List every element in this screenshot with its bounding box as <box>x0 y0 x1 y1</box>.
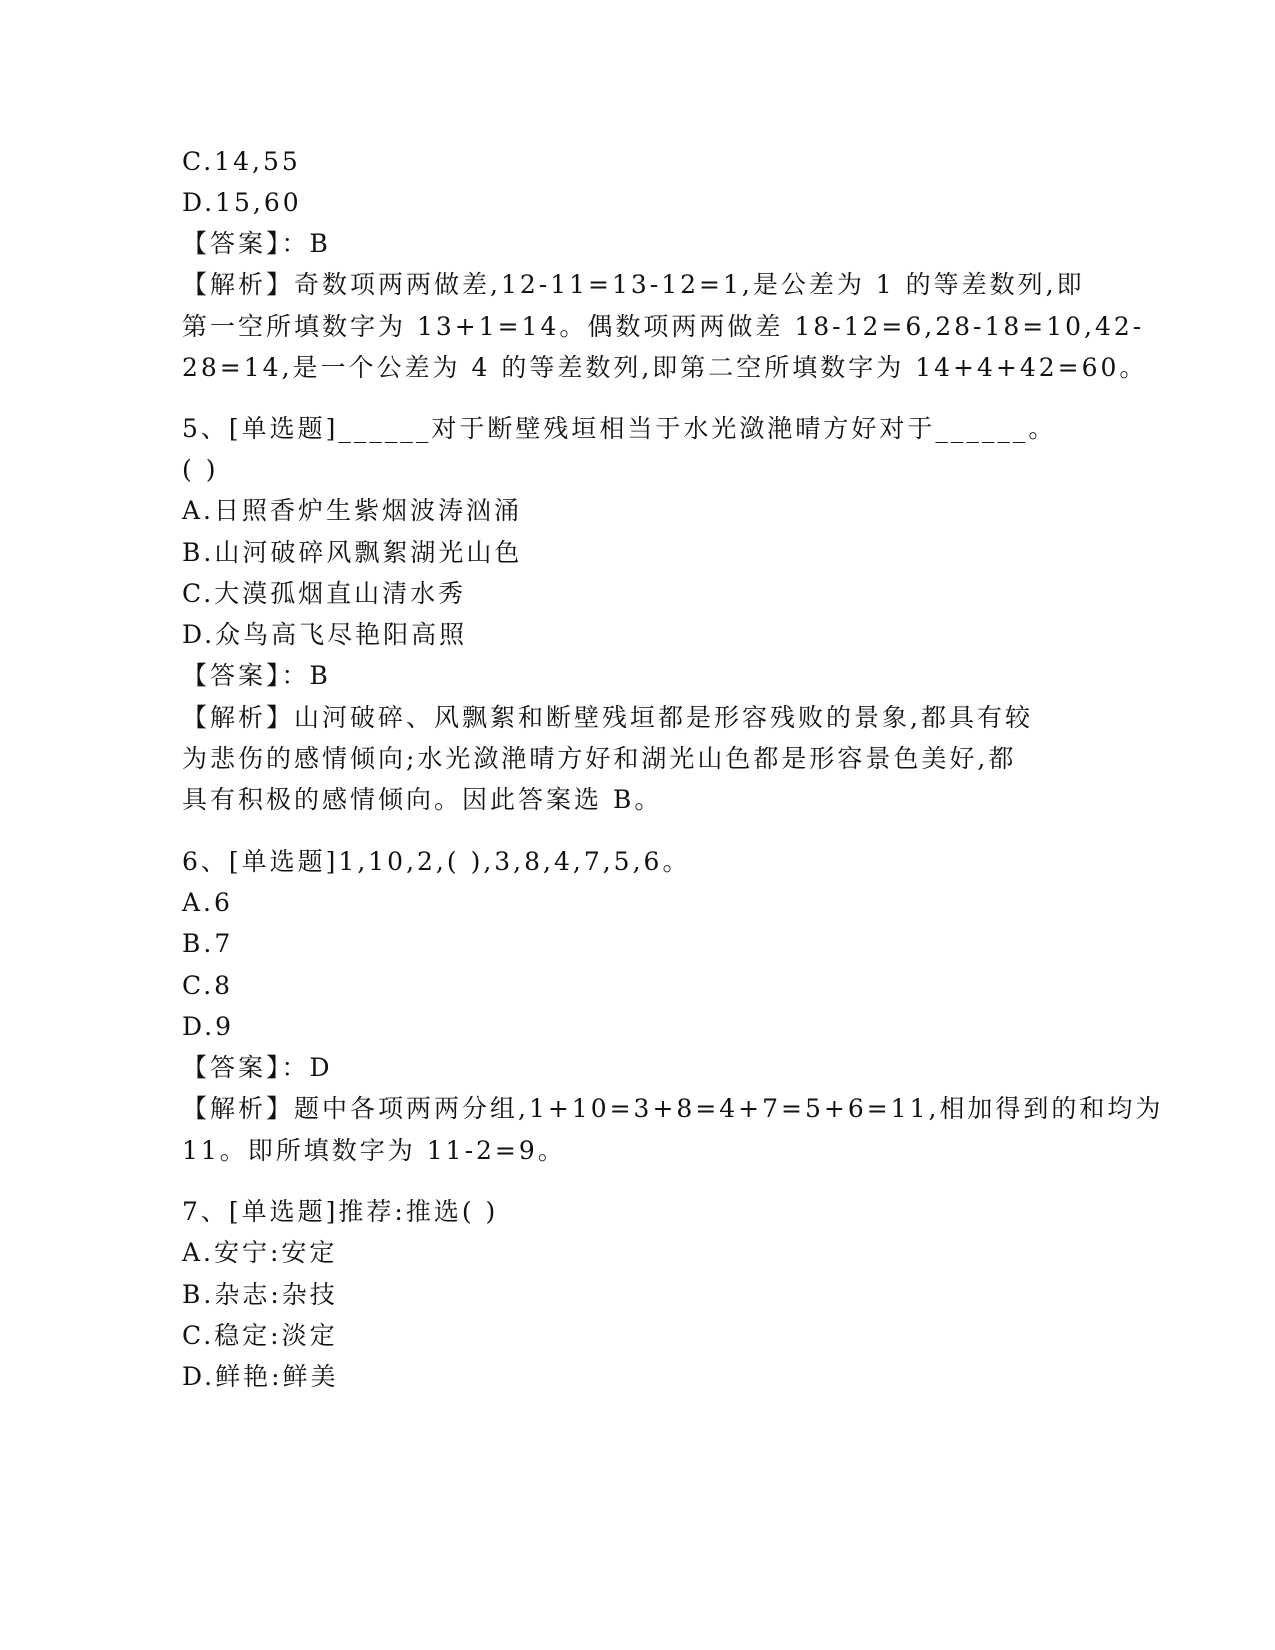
q5-stem-line-1: 5、[单选题]______对于断壁残垣相当于水光潋滟晴方好对于______。 <box>182 414 1057 443</box>
q4-analysis-line-3: 28=14,是一个公差为 4 的等差数列,即第二空所填数字为 14+4+42=60。 <box>182 353 1148 382</box>
q7-option-a: A.安宁:安定 <box>182 1238 338 1267</box>
q6-option-b: B.7 <box>182 929 234 958</box>
q6-analysis-line-2: 11。即所填数字为 11-2=9。 <box>182 1136 566 1165</box>
q6-analysis-line-1: 【解析】题中各项两两分组,1+10=3+8=4+7=5+6=11,相加得到的和均为 <box>182 1094 1164 1123</box>
q4-analysis-line-1: 【解析】奇数项两两做差,12-11=13-12=1,是公差为 1 的等差数列,即 <box>182 270 1085 299</box>
q6-option-d: D.9 <box>182 1012 235 1041</box>
q4-answer: 【答案】：B <box>182 229 331 258</box>
q7-stem: 7、[单选题]推荐:推选( ) <box>182 1197 499 1226</box>
q6-option-c: C.8 <box>182 971 234 1000</box>
q5-option-a: A.日照香炉生紫烟波涛汹涌 <box>182 496 523 525</box>
q5-stem-line-2: ( ) <box>182 455 219 484</box>
q5-option-c: C.大漠孤烟直山清水秀 <box>182 579 467 608</box>
q4-analysis-line-2: 第一空所填数字为 13+1=14。偶数项两两做差 18-12=6,28-18=10,42- <box>182 312 1145 341</box>
q5-analysis-line-1: 【解析】山河破碎、风飘絮和断壁残垣都是形容残败的景象,都具有较 <box>182 703 1033 732</box>
q7-option-b: B.杂志:杂技 <box>182 1280 338 1309</box>
q7-option-d: D.鲜艳:鲜美 <box>182 1362 339 1391</box>
q6-option-a: A.6 <box>182 888 233 917</box>
q6-answer: 【答案】：D <box>182 1053 333 1082</box>
q4-option-d: D.15,60 <box>182 188 302 217</box>
q4-option-c: C.14,55 <box>182 147 301 176</box>
q7-option-c: C.稳定:淡定 <box>182 1321 338 1350</box>
q5-answer: 【答案】：B <box>182 661 331 690</box>
q5-option-b: B.山河破碎风飘絮湖光山色 <box>182 538 523 567</box>
q5-analysis-line-3: 具有积极的感情倾向。因此答案选 B。 <box>182 785 663 814</box>
q5-analysis-line-2: 为悲伤的感情倾向;水光潋滟晴方好和湖光山色都是形容景色美好,都 <box>182 744 1017 773</box>
q6-stem: 6、[单选题]1,10,2,( ),3,8,4,7,5,6。 <box>182 847 691 876</box>
q5-option-d: D.众鸟高飞尽艳阳高照 <box>182 620 468 649</box>
